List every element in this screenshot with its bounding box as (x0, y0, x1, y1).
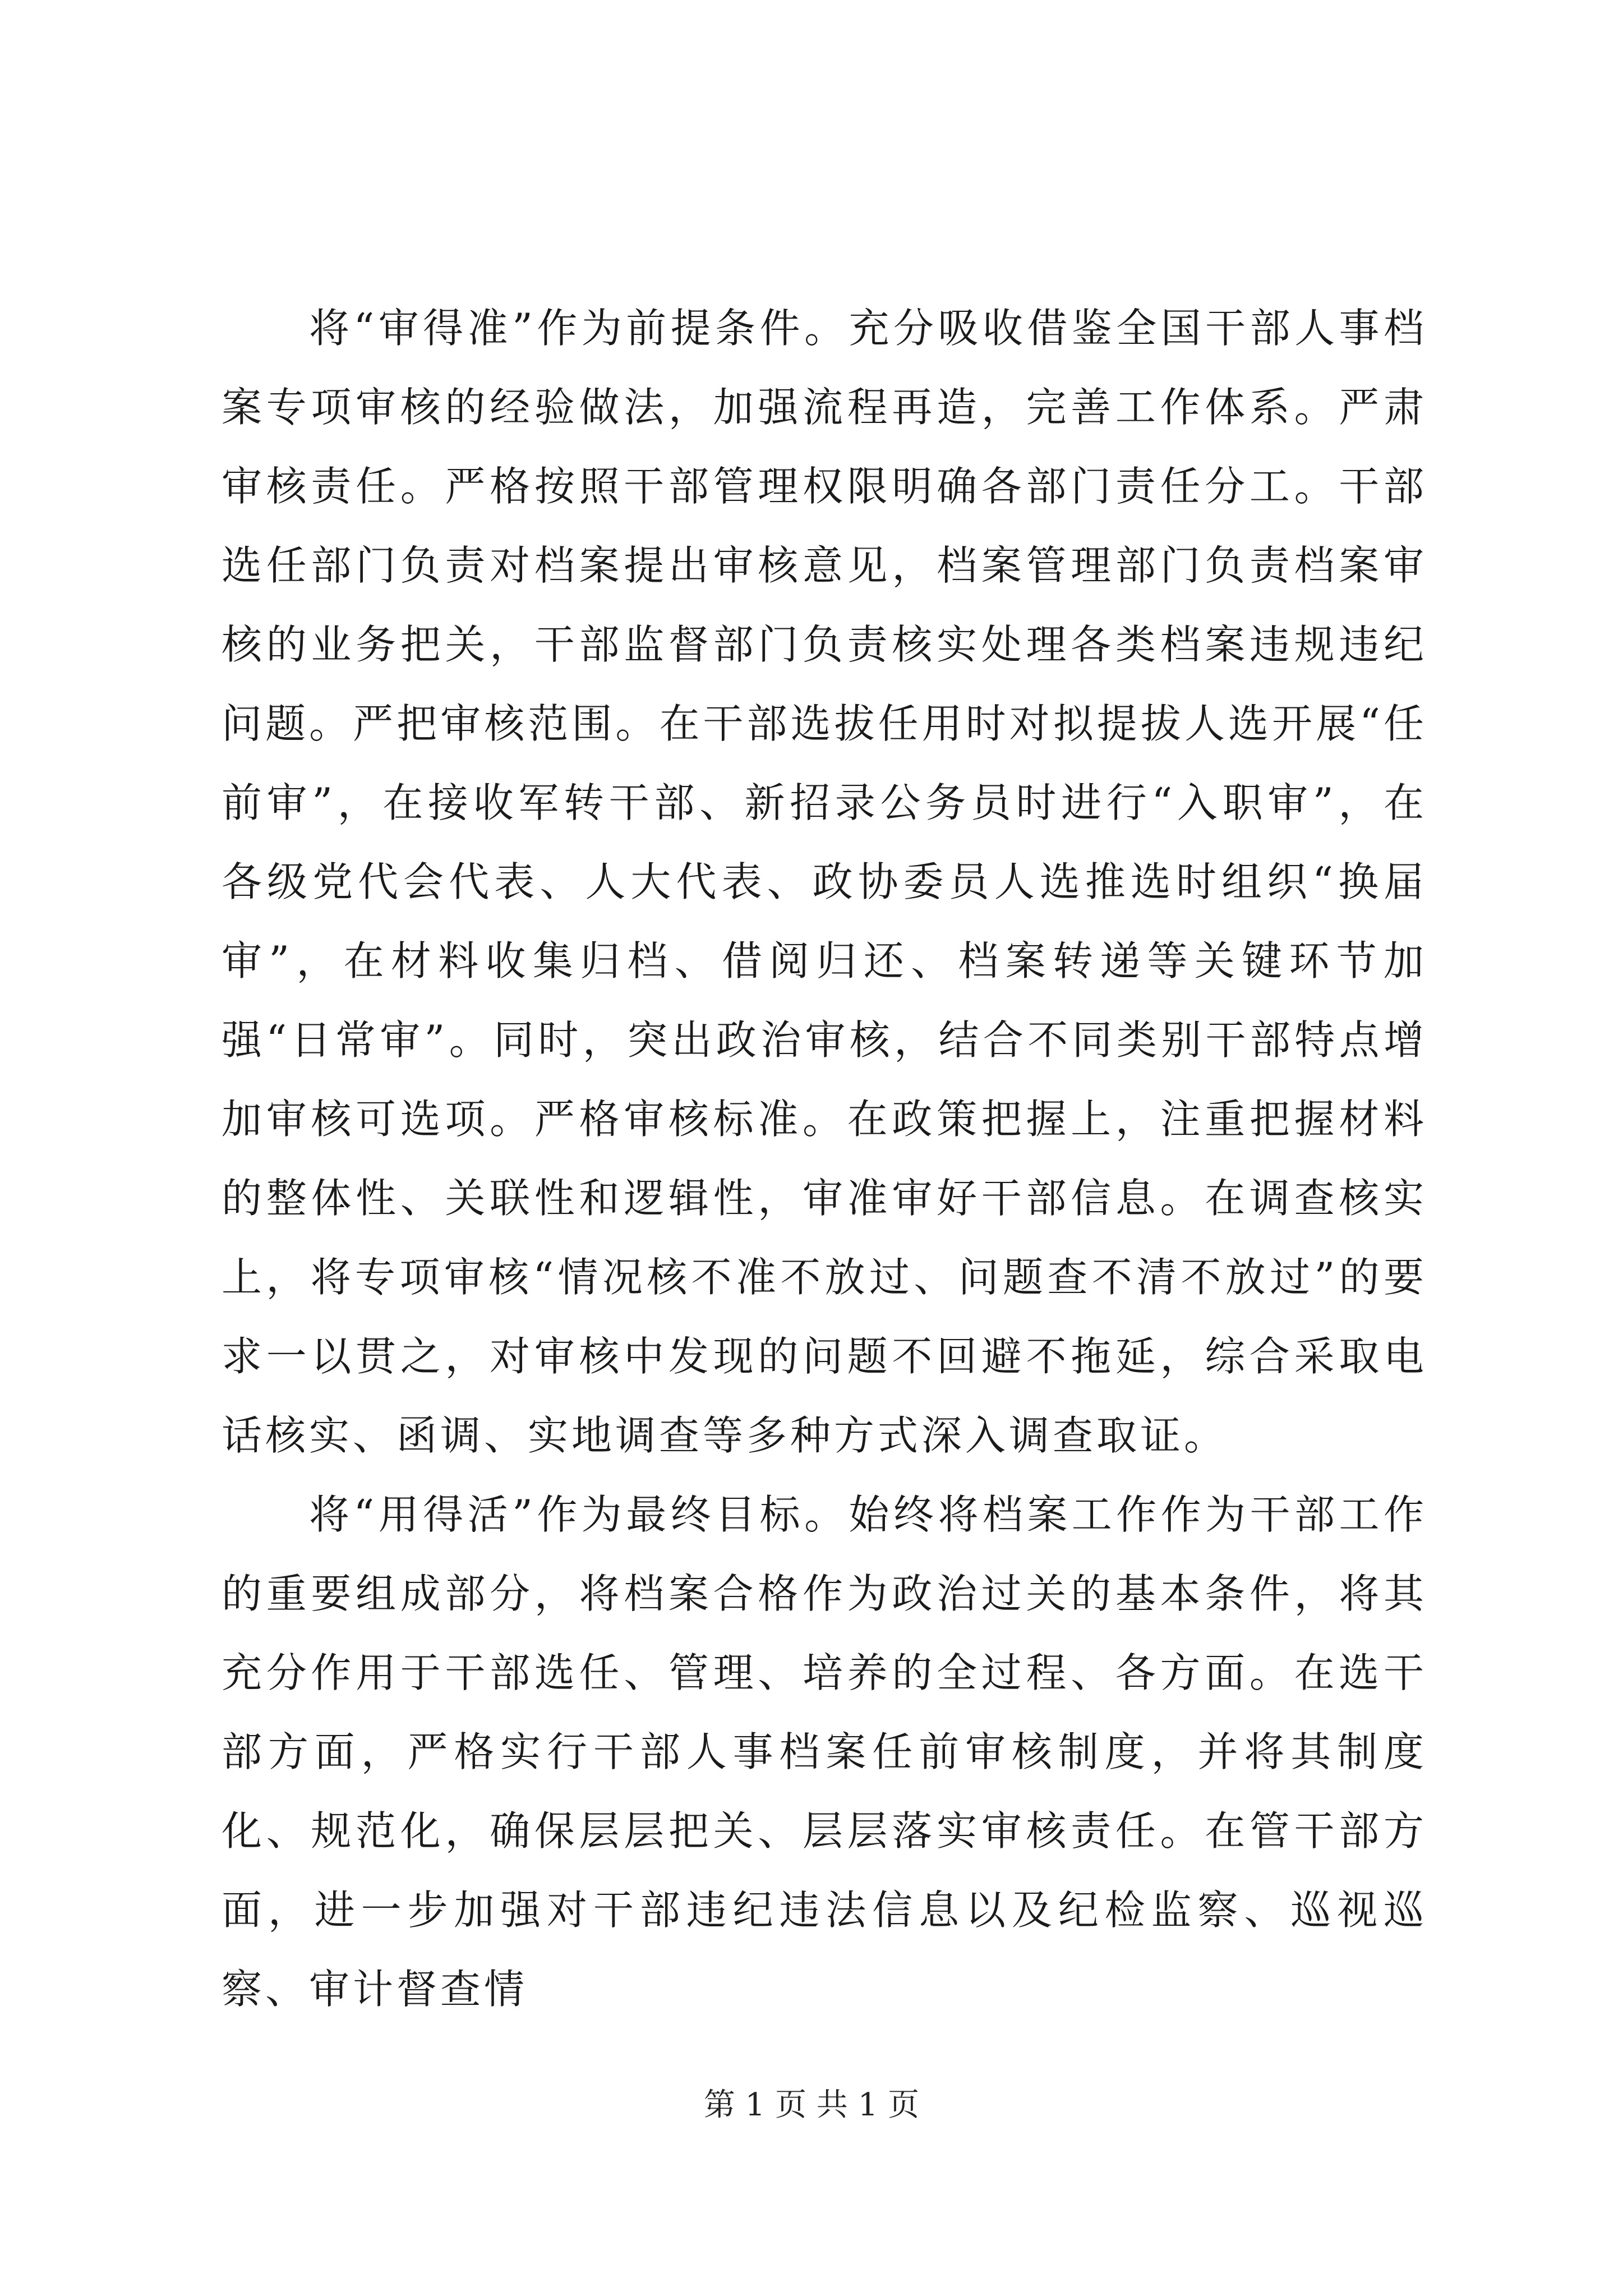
paragraph-use-flexibly: 将“用得活”作为最终目标。始终将档案工作作为干部工作的重要组成部分，将档案合格作为政治过关的基本条件，将其充分作用于干部选任、管理、培养的全过程、各方面。在选干部方面，严格实行干部人事档案任前审核制度，并将其制度化、规范化，确保层层把关、层层落实审核责任。在管干部方面，进一步加强对干部违纪违法信息以及纪检监察、巡视巡察、审计督查情 (222, 1491, 1427, 2013)
paragraph-review-accuracy: 将“审得准”作为前提条件。充分吸收借鉴全国干部人事档案专项审核的经验做法，加强流程再造，完善工作体系。严肃审核责任。严格按照干部管理权限明确各部门责任分工。干部选任部门负责对档案提出审核意见，档案管理部门负责档案审核的业务把关，干部监督部门负责核实处理各类档案违规违纪问题。严把审核范围。在干部选拔任用时对拟提拔人选开展“任前审”，在接收军转干部、新招录公务员时进行“入职审”，在各级党代会代表、人大代表、政协委员人选推选时组织“换届审”，在材料收集归档、借阅归还、档案转递等关键环节加强“日常审”。同时，突出政治审核，结合不同类别干部特点增加审核可选项。严格审核标准。在政策把握上，注重把握材料的整体性、关联性和逻辑性，审准审好干部信息。在调查核实上，将专项审核“情况核不准不放过、问题查不清不放过”的要求一以贯之，对审核中发现的问题不回避不拖延，综合采取电话核实、函调、实地调查等多种方式深入调查取证。 (222, 305, 1427, 1459)
page-footer: 第 1 页 共 1 页 (703, 2087, 920, 2123)
document-body (222, 289, 1427, 2029)
